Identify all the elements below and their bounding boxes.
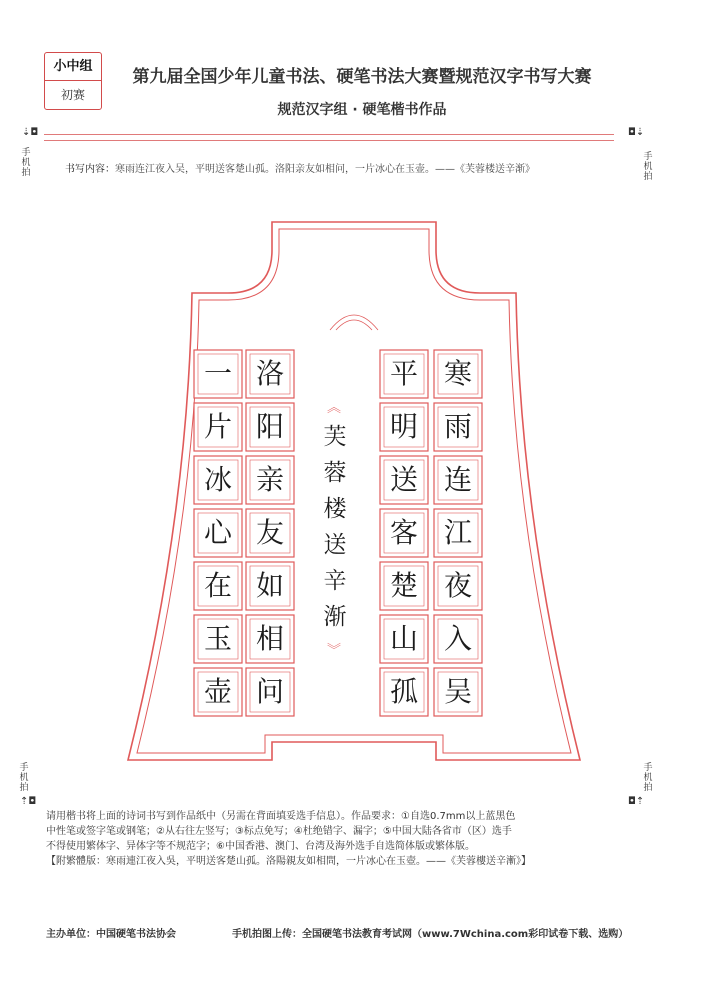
camera-icon-top-left: ⇣◘ [22,127,39,138]
instructions [46,809,646,869]
poem-character: 阳 [255,410,284,443]
poem-character: 如 [255,569,284,602]
side-label-top-left: 手 机 拍 [21,148,31,178]
poem-character: 洛 [255,357,284,390]
writing-content-text: 寒雨连江夜入吴，平明送客楚山孤。洛阳亲友如相问，一片冰心在玉壶。——《芙蓉楼送辛渐》 [115,164,535,175]
page-title: 第九届全国少年儿童书法、硬笔书法大赛暨规范汉字书写大赛 [132,67,592,87]
poem-character: 一 [203,357,232,390]
camera-icon-top-right: ◘⇣ [628,127,645,138]
writing-content-label: 书写内容： [65,164,115,175]
poem-character: 雨 [443,410,472,443]
poem-character: 明 [389,410,418,443]
poem-character: 在 [203,569,232,602]
poem-character: 寒 [443,357,472,390]
poem-character: 吴 [443,675,472,708]
poem-character: 江 [443,516,472,549]
poem-character: 连 [443,463,472,496]
traditional-version-line: 【附繁體版：寒雨連江夜入吳，平明送客楚山孤。洛陽親友如相問，一片冰心在玉壺。——《芙蓉樓送辛漸》】 [46,856,531,867]
poem-character: 山 [389,622,418,655]
poem-character: 夜 [443,569,472,602]
poem-character: 冰 [203,463,232,496]
title-character: 楼 [323,496,347,522]
poem-character: 孤 [389,675,418,708]
title-character: 送 [323,532,347,558]
poem-character: 客 [389,516,418,549]
side-label-bottom-right: 手 机 拍 [643,763,653,793]
title-character: 渐 [323,604,347,630]
camera-icon-bottom-left: ⇡◘ [20,796,37,807]
badge-group-label: 小中组 [45,53,101,81]
page-subtitle: 规范汉字组 · 硬笔楷书作品 [277,102,447,118]
side-label-bottom-left: 手 机 拍 [19,763,29,793]
frame-center-ornament [330,315,378,330]
title-character: 辛 [323,568,347,594]
poem-character: 片 [203,410,232,443]
poem-character: 入 [443,622,472,655]
badge-round-label: 初赛 [60,88,85,102]
poem-character: 问 [255,675,284,708]
poem-character: 平 [389,357,418,390]
title-bracket-top: ︽ [327,400,341,416]
instruction-line: 不得使用繁体字、异体字等不规范字；⑥中国香港、澳门、台湾及海外选手自选简体版或繁体版。 [46,841,475,852]
poem-character: 楚 [389,569,418,602]
side-label-top-right: 手 机 拍 [643,152,653,182]
camera-icon-bottom-right: ◘⇡ [628,796,645,807]
instruction-line: 请用楷书将上面的诗词书写到作品纸中（另需在背面填妥选手信息）。作品要求：①自选0.7mm以上蓝黑色 [46,811,516,822]
title-character: 蓉 [323,460,347,486]
upload-info: 手机拍图上传：全国硬笔书法教育考试网（www.7Wchina.com彩印试卷下载、选购） [232,929,629,940]
poem-character: 心 [203,516,232,549]
poem-character: 送 [389,463,418,496]
organizer-label: 主办单位：中国硬笔书法协会 [46,929,176,940]
title-character: 芙 [323,424,347,450]
poem-character: 亲 [255,463,284,496]
poem-character: 友 [255,516,284,549]
title-bracket-bottom: ︾ [327,643,341,659]
instruction-line: 中性笔或签字笔或钢笔；②从右往左竖写；③标点免写；④杜绝错字、漏字；⑤中国大陆各省市（区）选手 [46,826,512,837]
poem-character: 壶 [203,675,232,708]
poem-character: 相 [255,622,284,655]
poem-character: 玉 [203,622,232,655]
